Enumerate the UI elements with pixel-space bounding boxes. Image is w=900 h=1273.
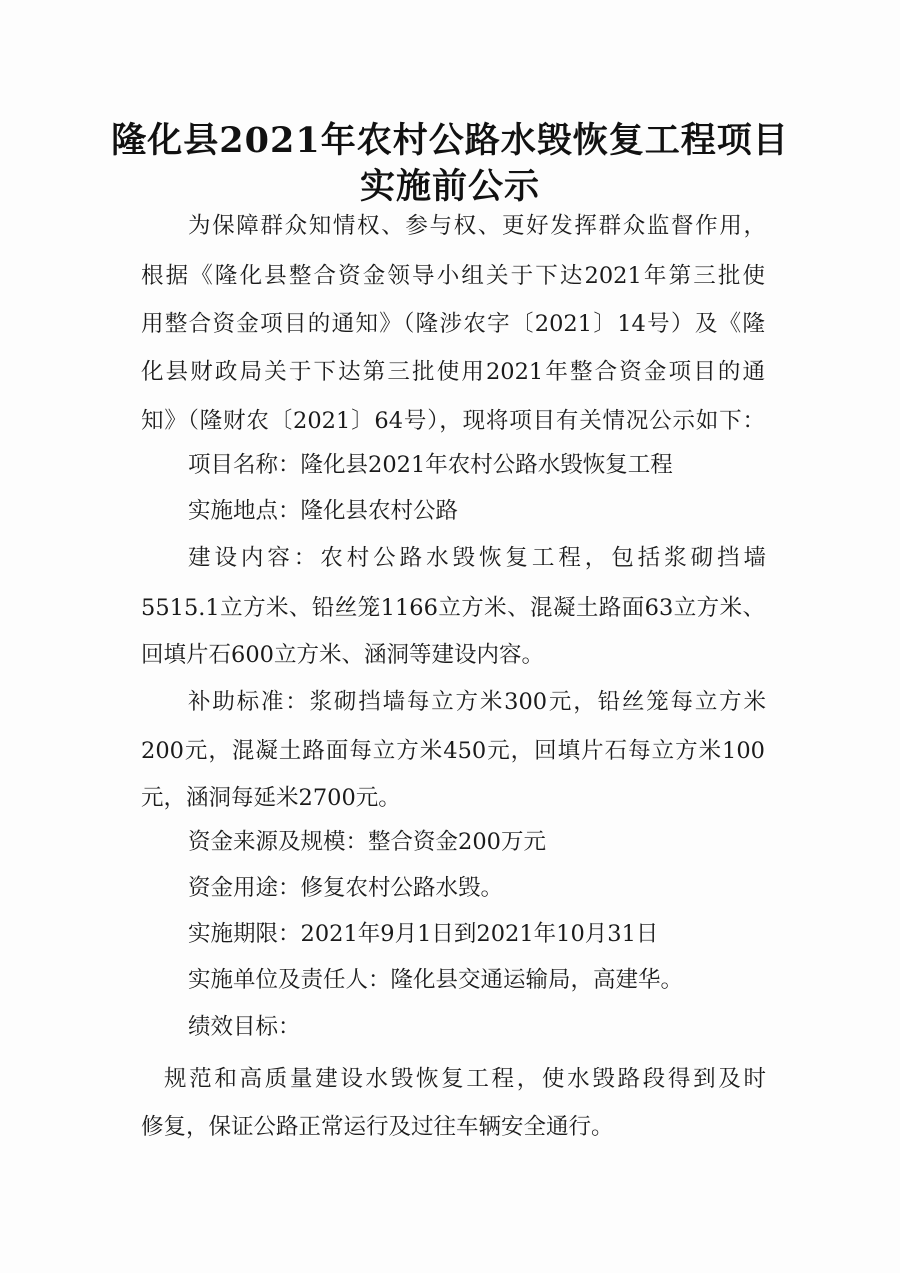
subsidy-line-1: 补助标准：浆砌挡墙每立方米300元，铅丝笼每立方米 <box>188 689 766 715</box>
content-line-3: 回填片石600立方米、涵洞等建设内容。 <box>141 642 544 668</box>
document-title-line-2: 实施前公示 <box>359 166 540 207</box>
intro-line-3: 用整合资金项目的通知》（隆涉农字〔2021〕14号）及《隆 <box>141 311 765 337</box>
goal-label: 绩效目标： <box>188 1014 301 1040</box>
intro-line-5: 知》（隆财农〔2021〕64号），现将项目有关情况公示如下： <box>141 408 765 434</box>
funding-usage: 资金用途：修复农村公路水毁。 <box>188 875 504 901</box>
intro-line-4: 化县财政局关于下达第三批使用2021年整合资金项目的通 <box>141 359 765 385</box>
project-name: 项目名称：隆化县2021年农村公路水毁恢复工程 <box>188 452 673 478</box>
intro-line-2: 根据《隆化县整合资金领导小组关于下达2021年第三批使 <box>141 263 765 289</box>
intro-line-1: 为保障群众知情权、参与权、更好发挥群众监督作用， <box>188 213 766 239</box>
document-title-line-1: 隆化县2021年农村公路水毁恢复工程项目 <box>111 120 789 161</box>
goal-line-1: 规范和高质量建设水毁恢复工程，使水毁路段得到及时 <box>164 1066 766 1092</box>
content-line-2: 5515.1立方米、铅丝笼1166立方米、混凝土路面63立方米、 <box>141 595 765 621</box>
funding-source: 资金来源及规模：整合资金200万元 <box>188 829 546 855</box>
subsidy-line-3: 元，涵洞每延米2700元。 <box>141 785 401 811</box>
implementation-period: 实施期限：2021年9月1日到2021年10月31日 <box>188 921 659 947</box>
content-line-1: 建设内容：农村公路水毁恢复工程，包括浆砌挡墙 <box>188 545 766 571</box>
project-location: 实施地点：隆化县农村公路 <box>188 498 459 524</box>
goal-line-2: 修复，保证公路正常运行及过往车辆安全通行。 <box>141 1114 614 1140</box>
implementation-unit: 实施单位及责任人：隆化县交通运输局，高建华。 <box>188 967 684 993</box>
subsidy-line-2: 200元，混凝土路面每立方米450元，回填片石每立方米100 <box>141 738 765 764</box>
